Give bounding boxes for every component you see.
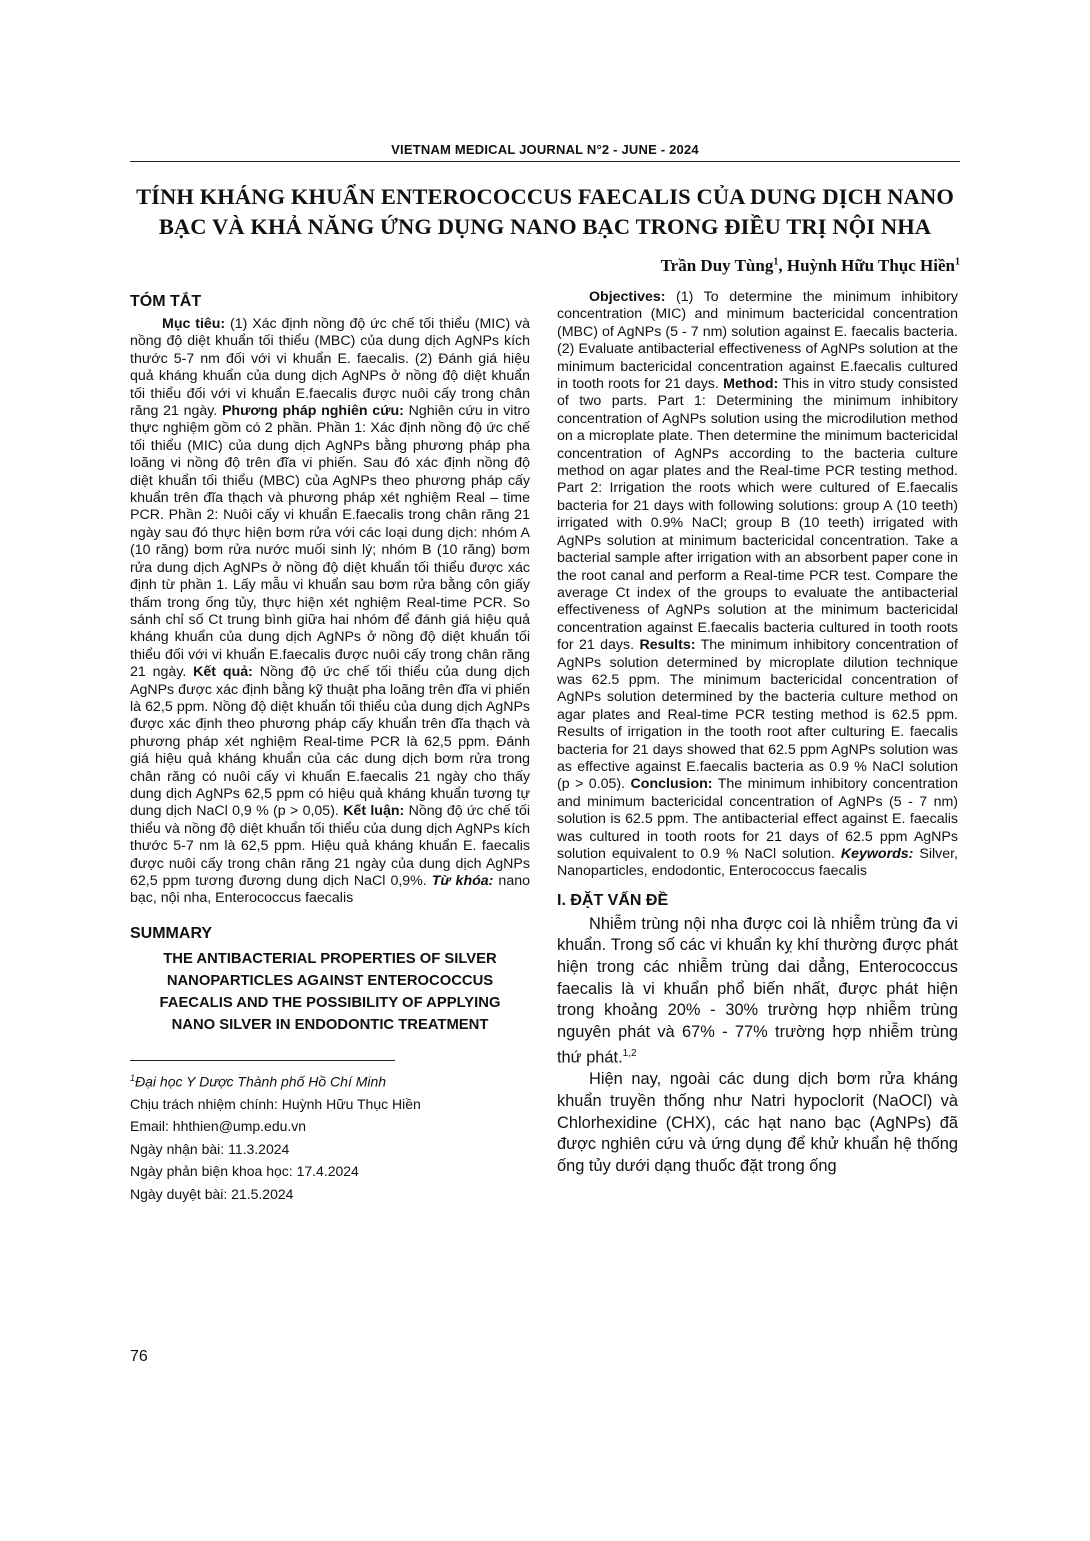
introduction-paragraph: [557, 914, 958, 1070]
footnote-accepted: Ngày duyệt bài: 21.5.2024: [130, 1185, 294, 1202]
label-objectives: Mục tiêu:: [162, 316, 226, 332]
running-header: VIETNAM MEDICAL JOURNAL N°2 - JUNE - 2024: [391, 142, 699, 157]
text-conclusion: Nồng độ ức chế tối thiểu và nồng độ diệt khuẩn tối thiểu của dung dịch AgNPs kích thước 5-7 nm là 62,5 ppm. Hiệu quả kháng khuẩn E. faecalis được nuôi cấy trong chân răng 21 ngày của dung dịch AgNPs 62,5 ppm tương đương dung dịch NaCl 0,9%.: [130, 803, 530, 889]
abstract-en-text: [557, 289, 958, 881]
affiliation-text: Đại học Y Dược Thành phố Hồ Chí Minh: [135, 1073, 387, 1090]
text-conclusion: The minimum inhibitory concentration and minimum bactericidal concentration of AgNPs (5 - 7 nm) solution is 62.5 ppm. The antibacterial effect against E. faecalis was cultured in tooth roots for 21 days of 62.5 ppm AgNPs solution equivalent to 0.9 % NaCl solution.: [557, 776, 958, 862]
author-name: Trần Duy Tùng: [660, 256, 774, 275]
author-separator: ,: [778, 256, 787, 275]
right-column: [557, 289, 958, 1177]
text-keywords: nano bạc, nội nha, Enterococcus faecalis: [130, 873, 530, 907]
text-results: The minimum inhibitory concentration of AgNPs solution determined by microplate dilution technique was 62.5 ppm. The minimum bactericidal concentration of AgNPs solution determined by the bacteria culture method on agar plates and Real-time PCR testing method is 62.5 ppm. Results of irrigation in the tooth root after culturing E. faecalis bacteria for 21 days showed that 62.5 ppm AgNPs solution was as effective against E.faecalis bacteria as 0.9 % NaCl solution (p > 0.05).: [557, 637, 958, 793]
abstract-vi-text: [130, 316, 530, 908]
label-keywords: Keywords:: [840, 846, 914, 862]
footnote-email: Email: hhthien@ump.edu.vn: [130, 1118, 307, 1135]
footnotes: [130, 1067, 530, 1206]
page-number: 76: [130, 1348, 148, 1365]
header-rule: [130, 161, 960, 162]
text-objectives: (1) To determine the minimum inhibitory concentration (MIC) and minimum bactericidal concentration (MBC) of AgNPs (5 - 7 nm) solution against E. faecalis bacteria. (2) Evaluate antibacterial effectiveness of AgNPs solution at the minimum bactericidal concentration against E.faecalis cultured in tooth roots for 21 days.: [557, 289, 958, 393]
label-method: Phương pháp nghiên cứu:: [221, 403, 404, 420]
footnote-rule: [130, 1060, 395, 1061]
left-column: [130, 292, 530, 1205]
footnote-corresponding: Chịu trách nhiệm chính: Huỳnh Hữu Thục Hiền: [130, 1095, 421, 1112]
introduction-paragraph: Hiện nay, ngoài các dung dịch bơm rửa kháng khuẩn truyền thống như Natri hypoclorit (NaOCl) và Chlorhexidine (CHX), các hạt nano bạc (AgNPs) đã được nghiên cứu và ứng dụng để khử khuẩn hệ thống ống tủy dưới dạng thuốc đặt trong ống: [557, 1070, 958, 1175]
citation-ref: 1,2: [622, 1048, 637, 1060]
text-method: This in vitro study consisted of two parts. Part 1: Determining the minimum inhibitory concentration of AgNPs solution using the microdilution method on a microplate plate. Then determine the minimum bactericidal concentration of AgNPs according to the bacteria culture method on agar plates and the Real-time PCR testing method. Part 2: Irrigation the roots which were cultured of E.faecalis bacteria for 21 days with following solutions: group A (10 teeth) irrigated with 0.9% NaCl; group B (10 teeth) irrigated with AgNPs solution at minimum bactericidal concentration. Take a bacterial sample after irrigation with an absorbent paper cone in the root canal and perform a Real-time PCR test. Compare the average Ct index of the groups to evaluate the antibacterial effectiveness of AgNPs solution at the minimum bactericidal concentration against E.faecalis bacteria cultured in tooth roots for 21 days.: [557, 376, 958, 654]
text-objectives: (1) Xác định nồng độ ức chế tối thiểu (MIC) và nồng độ diệt khuẩn tối thiểu (MBC) của dung dịch AgNPs kích thước 5-7 nm đối với vi khuẩn E. faecalis. (2) Đánh giá hiệu quả kháng khuẩn của dung dịch AgNPs ở nồng độ diệt khuẩn tối thiểu đối với vi khuẩn E.faecalis được nuôi cấy trong chân răng 21 ngày.: [130, 316, 531, 420]
abstract-vi-heading: TÓM TẮT: [130, 293, 202, 310]
label-objectives: Objectives:: [589, 289, 666, 305]
text-keywords: Silver, Nanoparticles, endodontic, Enterococcus faecalis: [557, 846, 958, 880]
label-keywords: Từ khóa:: [431, 873, 494, 889]
label-method: Method:: [723, 376, 779, 393]
footnote-affiliation: [130, 1067, 530, 1093]
label-conclusion: Kết luận:: [343, 803, 405, 820]
text-results: Nồng độ ức chế tối thiểu của dung dịch AgNPs được xác định bằng kỹ thuật pha loãng trên đĩa vi phiến là 62,5 ppm. Nồng độ diệt khuẩn tối thiểu của dung dịch AgNPs được xác định theo phương pháp cấy khuẩn trên đĩa thạch và phương pháp xét nghiệm Real-time PCR là 62,5 ppm. Đánh giá hiệu quả kháng khuẩn của các dung dịch bơm rửa trong chân răng có nuôi cấy vi khuẩn E.faecalis 21 ngày cho thấy dung dịch AgNPs 62,5 ppm có hiệu quả kháng khuẩn tương tự dung dịch NaCl 0,9 % (p > 0,05).: [130, 664, 530, 820]
footnote-mark: 1: [130, 1072, 136, 1083]
author-line: [661, 256, 960, 276]
summary-title: THE ANTIBACTERIAL PROPERTIES OF SILVER NANOPARTICLES AGAINST ENTEROCOCCUS FAECALIS AND THE POSSIBILITY OF APPLYING NANO SILVER IN ENDODONTIC TREATMENT: [159, 950, 501, 1033]
affiliation-mark: 1: [955, 256, 960, 268]
affiliation-mark: 1: [773, 256, 779, 268]
footnote-received: Ngày nhận bài: 11.3.2024: [130, 1140, 290, 1157]
text-method: Nghiên cứu in vitro thực nghiệm gồm có 2 phần. Phần 1: Xác định nồng độ ức chế tối thiểu (MIC) của dung dịch AgNPs bằng phương pháp pha loãng vi nồng độ trên đĩa vi phiến. Sau đó xác định nồng độ diệt khuẩn tối thiểu (MBC) của AgNPs theo phương pháp cấy khuẩn trên đĩa thạch và phương pháp xét nghiệm Real – time PCR. Phần 2: Nuôi cấy vi khuẩn E.faecalis trong chân răng 21 ngày sau đó thực hiện bơm rửa với các loại dung dịch: nhóm A (10 răng) bơm rửa nước muối sinh lý; nhóm B (10 răng) bơm rửa dung dịch AgNPs ở nồng độ diệt khuẩn tối thiểu được xác định từ phần 1. Lấy mẫu vi khuẩn sau bơm rửa bằng côn giấy thấm trong ống tủy, thực hiện xét nghiệm Real-time PCR. So sánh chỉ số Ct trung bình giữa hai nhóm để đánh giá hiệu quả kháng khuẩn của dung dịch AgNPs ở nồng độ diệt khuẩn tối thiểu đối với vi khuẩn E.faecalis được nuôi cấy trong chân răng 21 ngày.: [130, 403, 531, 681]
footnote-reviewed: Ngày phản biện khoa học: 17.4.2024: [130, 1163, 359, 1180]
author-name: Huỳnh Hữu Thục Hiền: [786, 256, 955, 275]
introduction-text: Nhiễm trùng nội nha được coi là nhiễm trùng đa vi khuẩn. Trong số các vi khuẩn kỵ khí thường được phát hiện trong các nhiễm trùng dai dẳng, Enterococcus faecalis là vi khuẩn phổ biến nhất, được phát hiện trong khoảng 20% - 30% trường hợp nhiễm trùng nguyên phát và 67% - 77% trường hợp nhiễm trùng thứ phát.: [557, 914, 958, 1067]
summary-heading: SUMMARY: [130, 924, 213, 942]
label-results: Results:: [639, 637, 696, 654]
label-results: Kết quả:: [193, 664, 253, 681]
article-title: TÍNH KHÁNG KHUẨN ENTEROCOCCUS FAECALIS CỦA DUNG DỊCH NANO BẠC VÀ KHẢ NĂNG ỨNG DỤNG NANO BẠC TRONG ĐIỀU TRỊ NỘI NHA: [136, 184, 954, 239]
label-conclusion: Conclusion:: [630, 776, 713, 793]
introduction-heading: I. ĐẶT VẤN ĐỀ: [557, 891, 669, 909]
